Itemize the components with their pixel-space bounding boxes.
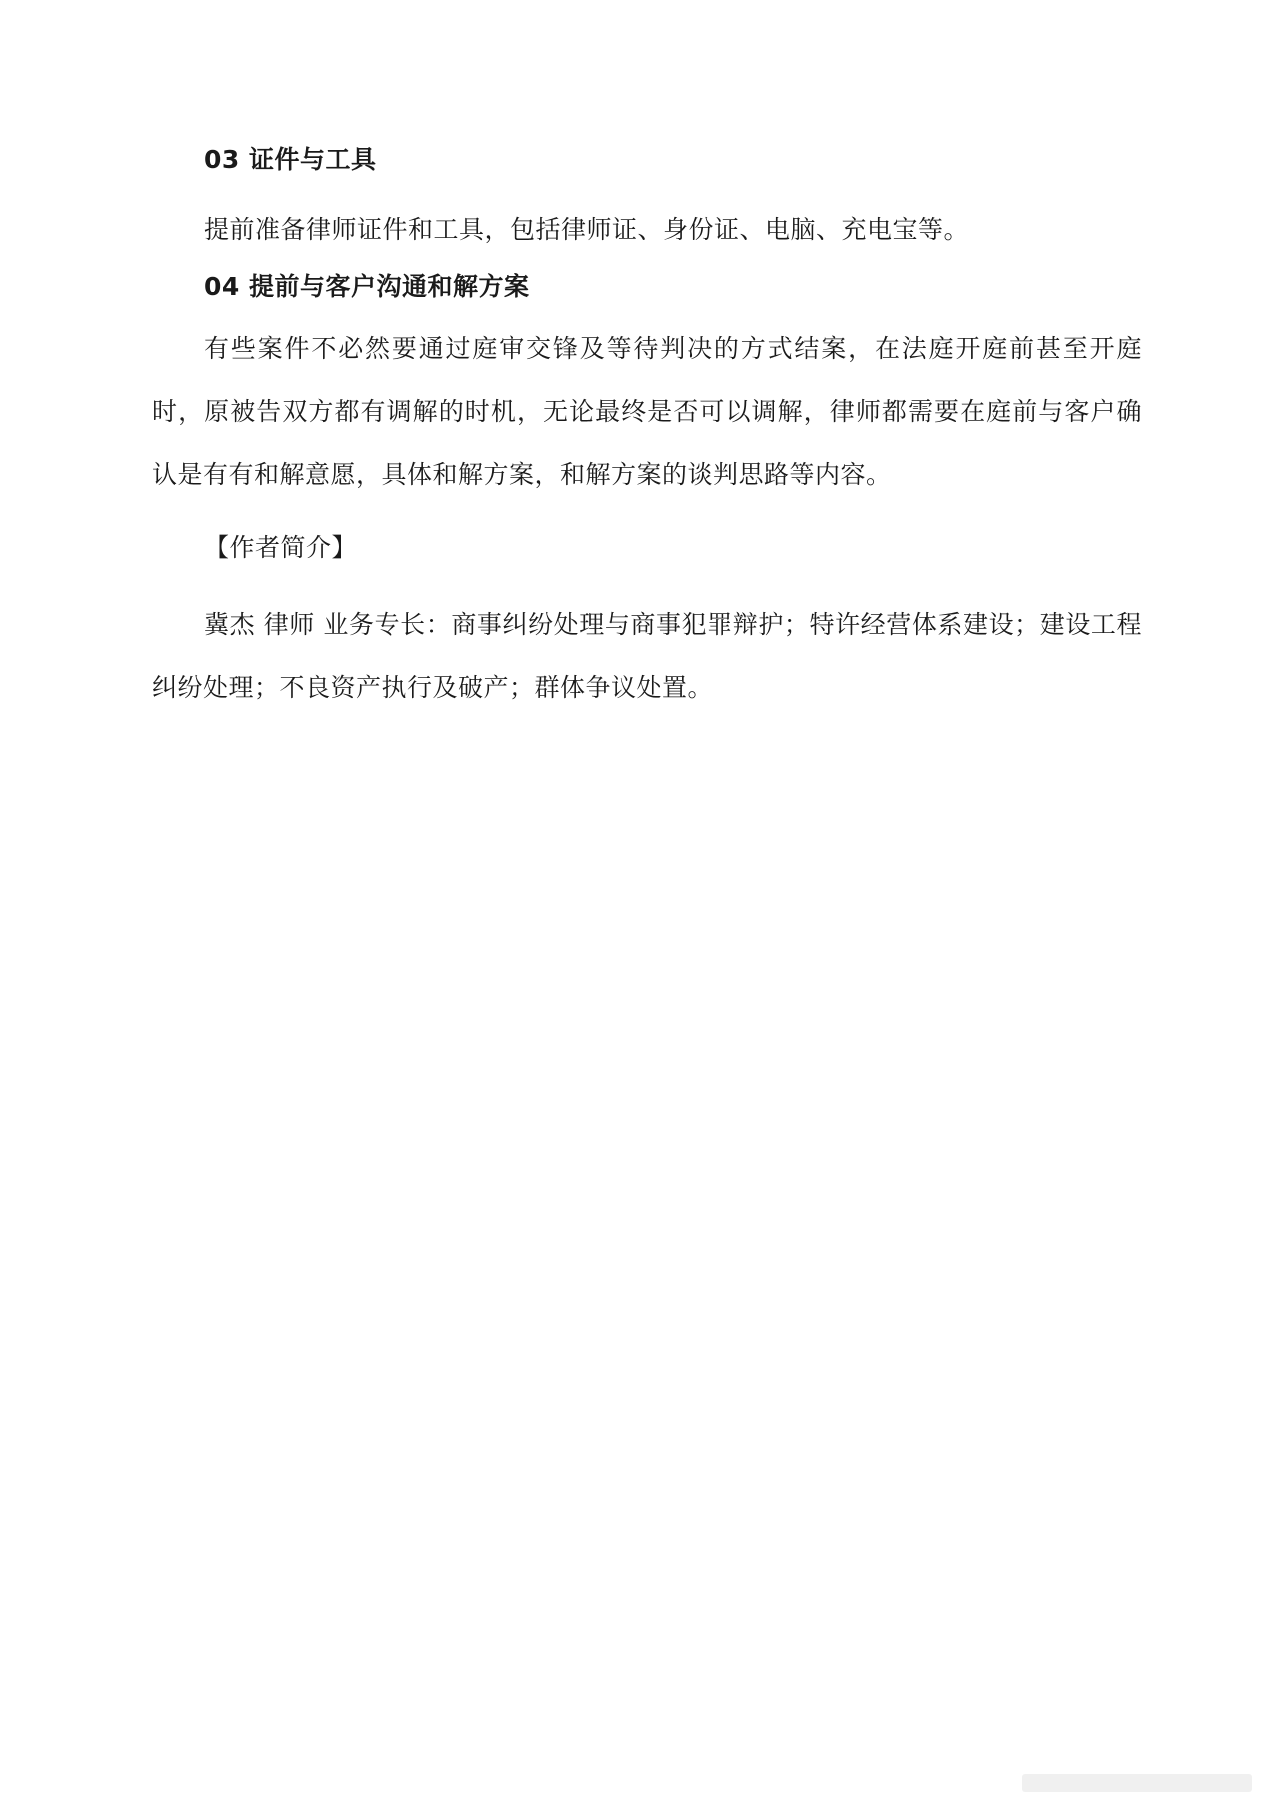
section-heading-03: 03 证件与工具: [204, 145, 377, 174]
author-intro-heading: 【作者简介】: [204, 533, 358, 562]
watermark-mark: [1022, 1770, 1252, 1796]
author-intro-body: 冀杰 律师 业务专长：商事纠纷处理与商事犯罪辩护；特许经营体系建设；建设工程纠纷处理；不良资产执行及破产；群体争议处置。: [152, 610, 1142, 702]
section-heading-04: 04 提前与客户沟通和解方案: [204, 272, 530, 301]
section-body-03: 提前准备律师证件和工具，包括律师证、身份证、电脑、充电宝等。: [204, 215, 970, 244]
section-body-04: 有些案件不必然要通过庭审交锋及等待判决的方式结案，在法庭开庭前甚至开庭时，原被告双方都有调解的时机，无论最终是否可以调解，律师都需要在庭前与客户确认是有有和解意愿，具体和解方案，和解方案的谈判思路等内容。: [152, 334, 1142, 489]
document-content: [152, 140, 1142, 719]
